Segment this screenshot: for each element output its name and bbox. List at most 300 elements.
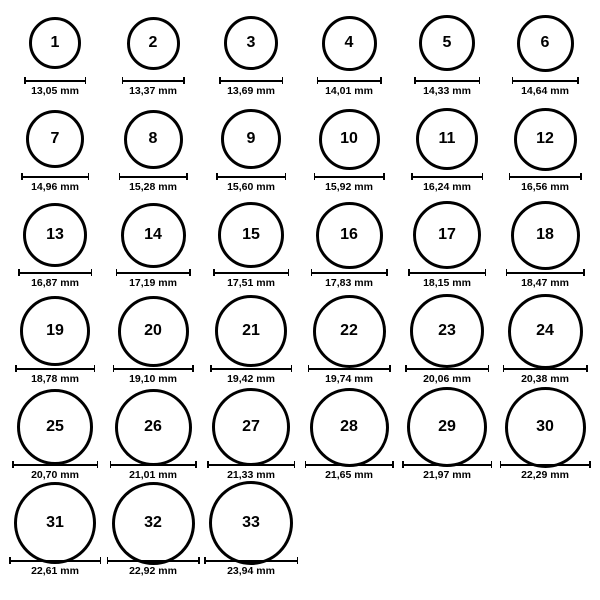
measure-cap-right [589, 461, 591, 468]
ring-circle [115, 389, 192, 466]
ring-cell[interactable] [202, 202, 300, 298]
measure-cap-left [317, 77, 319, 84]
ring-cell[interactable] [300, 10, 398, 106]
measure-line [216, 176, 286, 178]
ring-size-label: 32 [144, 514, 162, 531]
ring-circle-wrap [124, 106, 183, 172]
ring-row [6, 10, 594, 106]
ring-circle [410, 294, 484, 368]
measure-cap-right [186, 173, 188, 180]
ring-circle-wrap [218, 202, 284, 268]
ring-diameter-label: 13,69 mm [227, 85, 275, 97]
measure-line [9, 560, 101, 562]
ring-circle-wrap [322, 10, 377, 76]
ring-diameter-label: 22,61 mm [31, 565, 79, 577]
ring-diameter-label: 23,94 mm [227, 565, 275, 577]
measure-cap-right [577, 77, 579, 84]
ring-cell[interactable] [496, 10, 594, 106]
ring-diameter-label: 15,92 mm [325, 181, 373, 193]
measure-cap-left [503, 365, 505, 372]
ring-measure [210, 365, 292, 386]
measure-bar [503, 365, 588, 372]
ring-measure [500, 461, 591, 482]
measure-line [317, 80, 382, 82]
measure-cap-right [491, 461, 493, 468]
ring-cell[interactable] [398, 10, 496, 106]
ring-circle-wrap [29, 10, 81, 76]
ring-cell[interactable] [104, 202, 202, 298]
measure-line [204, 560, 298, 562]
ring-size-label: 11 [438, 130, 456, 147]
ring-size-label: 7 [50, 130, 60, 147]
ring-size-label: 3 [246, 34, 256, 51]
measure-cap-right [586, 365, 588, 372]
ring-measure [305, 461, 394, 482]
ring-cell[interactable] [202, 298, 300, 394]
measure-cap-left [408, 269, 410, 276]
measure-cap-right [183, 77, 185, 84]
ring-size-label: 29 [438, 418, 456, 435]
ring-circle [511, 201, 580, 270]
ring-row [6, 394, 594, 490]
ring-diameter-label: 21,97 mm [423, 469, 471, 481]
ring-circle-wrap [511, 202, 580, 268]
ring-size-label: 22 [340, 322, 358, 339]
ring-diameter-label: 14,96 mm [31, 181, 79, 193]
ring-circle [127, 17, 180, 70]
ring-circle [505, 387, 586, 468]
ring-measure [506, 269, 585, 290]
ring-circle-wrap [209, 490, 293, 556]
ring-circle [118, 296, 189, 367]
ring-cell[interactable] [202, 394, 300, 490]
ring-diameter-label: 17,83 mm [325, 277, 373, 289]
ring-cell[interactable] [104, 394, 202, 490]
measure-line [405, 368, 489, 370]
ring-diameter-label: 19,74 mm [325, 373, 373, 385]
ring-measure [509, 173, 582, 194]
ring-measure [24, 77, 86, 98]
ring-circle-wrap [514, 106, 577, 172]
measure-cap-right [291, 365, 293, 372]
ring-measure [116, 269, 191, 290]
ring-circle-wrap [505, 394, 586, 460]
ring-diameter-label: 16,87 mm [31, 277, 79, 289]
ring-cell[interactable] [496, 202, 594, 298]
ring-circle-wrap [118, 298, 189, 364]
measure-bar [317, 77, 382, 84]
measure-bar [411, 173, 483, 180]
ring-size-label: 19 [46, 322, 64, 339]
ring-size-label: 31 [46, 514, 64, 531]
ring-circle [313, 295, 386, 368]
ring-size-label: 20 [144, 322, 162, 339]
ring-circle-wrap [221, 106, 281, 172]
measure-bar [408, 269, 486, 276]
ring-cell[interactable] [202, 10, 300, 106]
ring-circle [215, 295, 287, 367]
measure-line [12, 464, 98, 466]
ring-size-label: 10 [340, 130, 358, 147]
ring-circle [322, 16, 377, 71]
measure-cap-right [94, 365, 96, 372]
ring-circle [310, 388, 389, 467]
ring-cell[interactable] [6, 394, 104, 490]
ring-circle-wrap [14, 490, 96, 556]
ring-cell[interactable] [300, 106, 398, 202]
ring-measure [21, 173, 89, 194]
ring-circle-wrap [112, 490, 195, 556]
ring-size-label: 21 [242, 322, 260, 339]
ring-circle [17, 389, 93, 465]
ring-cell[interactable] [104, 106, 202, 202]
ring-cell[interactable] [6, 10, 104, 106]
measure-cap-left [213, 269, 215, 276]
ring-circle-wrap [413, 202, 481, 268]
ring-circle-wrap [215, 298, 287, 364]
ring-measure [311, 269, 388, 290]
measure-cap-left [210, 365, 212, 372]
measure-cap-right [485, 269, 487, 276]
measure-cap-left [414, 77, 416, 84]
ring-circle-wrap [316, 202, 383, 268]
measure-line [110, 464, 197, 466]
ring-diameter-label: 17,19 mm [129, 277, 177, 289]
ring-circle [212, 388, 290, 466]
ring-size-label: 26 [144, 418, 162, 435]
measure-cap-right [383, 173, 385, 180]
measure-cap-left [15, 365, 17, 372]
measure-line [213, 272, 289, 274]
ring-size-label: 1 [50, 34, 60, 51]
ring-circle-wrap [115, 394, 192, 460]
measure-cap-right [91, 269, 93, 276]
measure-cap-left [512, 77, 514, 84]
ring-row [6, 490, 594, 586]
ring-measure [314, 173, 385, 194]
ring-cell[interactable] [300, 202, 398, 298]
ring-circle [23, 203, 87, 267]
ring-circle-wrap [416, 106, 478, 172]
ring-row [6, 298, 594, 394]
ring-cell[interactable] [398, 106, 496, 202]
measure-bar [500, 461, 591, 468]
ring-measure [402, 461, 492, 482]
ring-circle [224, 16, 278, 70]
measure-bar [204, 557, 298, 564]
measure-bar [216, 173, 286, 180]
measure-cap-left [122, 77, 124, 84]
ring-circle-wrap [127, 10, 180, 76]
ring-measure [512, 77, 579, 98]
ring-diameter-label: 21,33 mm [227, 469, 275, 481]
ring-size-label: 25 [46, 418, 64, 435]
ring-size-label: 16 [340, 226, 358, 243]
ring-diameter-label: 18,78 mm [31, 373, 79, 385]
ring-cell[interactable] [104, 10, 202, 106]
measure-bar [512, 77, 579, 84]
ring-measure [15, 365, 95, 386]
ring-circle-wrap [319, 106, 380, 172]
ring-circle [508, 294, 583, 369]
ring-size-label: 17 [438, 226, 456, 243]
measure-cap-right [294, 461, 296, 468]
measure-bar [402, 461, 492, 468]
measure-cap-left [110, 461, 112, 468]
measure-bar [314, 173, 385, 180]
measure-cap-right [97, 461, 99, 468]
ring-circle [413, 201, 481, 269]
ring-circle-wrap [508, 298, 583, 364]
measure-bar [311, 269, 388, 276]
ring-diameter-label: 13,05 mm [31, 85, 79, 97]
ring-cell[interactable] [496, 298, 594, 394]
measure-bar [9, 557, 101, 564]
ring-measure [503, 365, 588, 386]
measure-line [506, 272, 585, 274]
measure-bar [116, 269, 191, 276]
measure-cap-left [308, 365, 310, 372]
ring-measure [411, 173, 483, 194]
ring-cell[interactable] [6, 298, 104, 394]
ring-measure [12, 461, 98, 482]
measure-bar [15, 365, 95, 372]
measure-bar [21, 173, 89, 180]
ring-row [6, 202, 594, 298]
measure-cap-left [219, 77, 221, 84]
measure-cap-left [402, 461, 404, 468]
ring-circle [221, 109, 281, 169]
measure-line [305, 464, 394, 466]
ring-measure [113, 365, 194, 386]
measure-cap-left [305, 461, 307, 468]
measure-cap-left [311, 269, 313, 276]
ring-diameter-label: 20,70 mm [31, 469, 79, 481]
ring-cell[interactable] [6, 202, 104, 298]
measure-line [18, 272, 92, 274]
measure-line [512, 80, 579, 82]
ring-cell[interactable] [202, 106, 300, 202]
ring-circle-wrap [313, 298, 386, 364]
ring-measure [18, 269, 92, 290]
measure-bar [414, 77, 480, 84]
ring-cell[interactable] [104, 490, 202, 586]
measure-cap-left [204, 557, 206, 564]
ring-diameter-label: 21,01 mm [129, 469, 177, 481]
measure-cap-right [88, 173, 90, 180]
ring-cell[interactable] [398, 298, 496, 394]
ring-diameter-label: 16,24 mm [423, 181, 471, 193]
measure-cap-left [405, 365, 407, 372]
measure-cap-left [500, 461, 502, 468]
measure-line [119, 176, 188, 178]
measure-cap-right [192, 365, 194, 372]
ring-size-label: 27 [242, 418, 260, 435]
measure-cap-right [380, 77, 382, 84]
measure-cap-right [282, 77, 284, 84]
measure-bar [12, 461, 98, 468]
measure-line [509, 176, 582, 178]
measure-line [314, 176, 385, 178]
ring-size-label: 12 [536, 130, 554, 147]
ring-circle [416, 108, 478, 170]
measure-cap-right [389, 365, 391, 372]
measure-cap-left [21, 173, 23, 180]
measure-cap-right [580, 173, 582, 180]
measure-cap-right [285, 173, 287, 180]
measure-bar [219, 77, 283, 84]
measure-cap-left [216, 173, 218, 180]
ring-circle-wrap [23, 202, 87, 268]
measure-cap-left [314, 173, 316, 180]
measure-cap-left [207, 461, 209, 468]
ring-cell[interactable] [300, 298, 398, 394]
ring-measure [308, 365, 391, 386]
ring-size-label: 23 [438, 322, 456, 339]
ring-diameter-label: 21,65 mm [325, 469, 373, 481]
measure-bar [110, 461, 197, 468]
ring-cell[interactable] [6, 490, 104, 586]
ring-size-label: 14 [144, 226, 162, 243]
measure-line [207, 464, 295, 466]
measure-bar [207, 461, 295, 468]
ring-cell[interactable] [496, 394, 594, 490]
ring-cell[interactable] [104, 298, 202, 394]
measure-cap-left [119, 173, 121, 180]
ring-measure [9, 557, 101, 578]
ring-circle-wrap [26, 106, 84, 172]
ring-measure [122, 77, 185, 98]
measure-cap-right [392, 461, 394, 468]
measure-line [311, 272, 388, 274]
ring-circle-wrap [419, 10, 475, 76]
ring-diameter-label: 19,42 mm [227, 373, 275, 385]
ring-size-label: 15 [242, 226, 260, 243]
ring-diameter-label: 13,37 mm [129, 85, 177, 97]
measure-cap-right [189, 269, 191, 276]
ring-circle [319, 109, 380, 170]
ring-cell[interactable] [398, 394, 496, 490]
ring-cell[interactable] [398, 202, 496, 298]
measure-bar [107, 557, 200, 564]
ring-cell[interactable] [202, 490, 300, 586]
ring-size-label: 8 [148, 130, 158, 147]
ring-circle [124, 110, 183, 169]
ring-diameter-label: 14,01 mm [325, 85, 373, 97]
measure-cap-left [509, 173, 511, 180]
ring-measure [107, 557, 200, 578]
measure-line [210, 368, 292, 370]
ring-size-label: 4 [344, 34, 354, 51]
measure-bar [213, 269, 289, 276]
ring-diameter-label: 20,06 mm [423, 373, 471, 385]
ring-cell[interactable] [6, 106, 104, 202]
ring-circle-wrap [212, 394, 290, 460]
ring-measure [216, 173, 286, 194]
measure-bar [113, 365, 194, 372]
ring-diameter-label: 17,51 mm [227, 277, 275, 289]
measure-cap-left [107, 557, 109, 564]
ring-size-label: 2 [148, 34, 158, 51]
ring-diameter-label: 18,15 mm [423, 277, 471, 289]
measure-cap-left [24, 77, 26, 84]
ring-diameter-label: 20,38 mm [521, 373, 569, 385]
ring-measure [219, 77, 283, 98]
measure-bar [509, 173, 582, 180]
ring-circle [517, 15, 574, 72]
measure-cap-right [288, 269, 290, 276]
measure-bar [405, 365, 489, 372]
ring-circle-wrap [517, 10, 574, 76]
measure-line [107, 560, 200, 562]
measure-cap-left [9, 557, 11, 564]
ring-circle [407, 387, 487, 467]
measure-line [24, 80, 86, 82]
measure-line [219, 80, 283, 82]
ring-row [6, 106, 594, 202]
measure-bar [210, 365, 292, 372]
measure-cap-right [195, 461, 197, 468]
ring-circle-wrap [121, 202, 186, 268]
ring-circle [20, 296, 90, 366]
measure-line [414, 80, 480, 82]
ring-size-label: 6 [540, 34, 550, 51]
ring-measure [414, 77, 480, 98]
ring-circle [514, 108, 577, 171]
ring-diameter-label: 22,29 mm [521, 469, 569, 481]
ring-circle [419, 15, 475, 71]
ring-cell[interactable] [300, 394, 398, 490]
ring-size-label: 28 [340, 418, 358, 435]
ring-size-label: 13 [46, 226, 64, 243]
measure-cap-right [85, 77, 87, 84]
measure-line [21, 176, 89, 178]
ring-diameter-label: 19,10 mm [129, 373, 177, 385]
ring-cell[interactable] [496, 106, 594, 202]
measure-cap-right [479, 77, 481, 84]
measure-bar [119, 173, 188, 180]
measure-line [500, 464, 591, 466]
measure-bar [506, 269, 585, 276]
measure-cap-right [198, 557, 200, 564]
ring-size-label: 33 [242, 514, 260, 531]
ring-circle-wrap [407, 394, 487, 460]
ring-circle-wrap [17, 394, 93, 460]
ring-circle [26, 110, 84, 168]
ring-size-label: 18 [536, 226, 554, 243]
ring-size-label: 24 [536, 322, 554, 339]
ring-size-label: 9 [246, 130, 256, 147]
measure-bar [24, 77, 86, 84]
ring-measure [317, 77, 382, 98]
ring-diameter-label: 15,60 mm [227, 181, 275, 193]
ring-circle-wrap [224, 10, 278, 76]
ring-measure [213, 269, 289, 290]
ring-measure [119, 173, 188, 194]
ring-diameter-label: 22,92 mm [129, 565, 177, 577]
measure-cap-right [488, 365, 490, 372]
measure-cap-right [297, 557, 299, 564]
measure-line [411, 176, 483, 178]
ring-measure [207, 461, 295, 482]
ring-circle [218, 202, 284, 268]
ring-circle [121, 203, 186, 268]
measure-line [113, 368, 194, 370]
measure-cap-left [506, 269, 508, 276]
measure-cap-left [116, 269, 118, 276]
ring-diameter-label: 15,28 mm [129, 181, 177, 193]
ring-diameter-label: 18,47 mm [521, 277, 569, 289]
